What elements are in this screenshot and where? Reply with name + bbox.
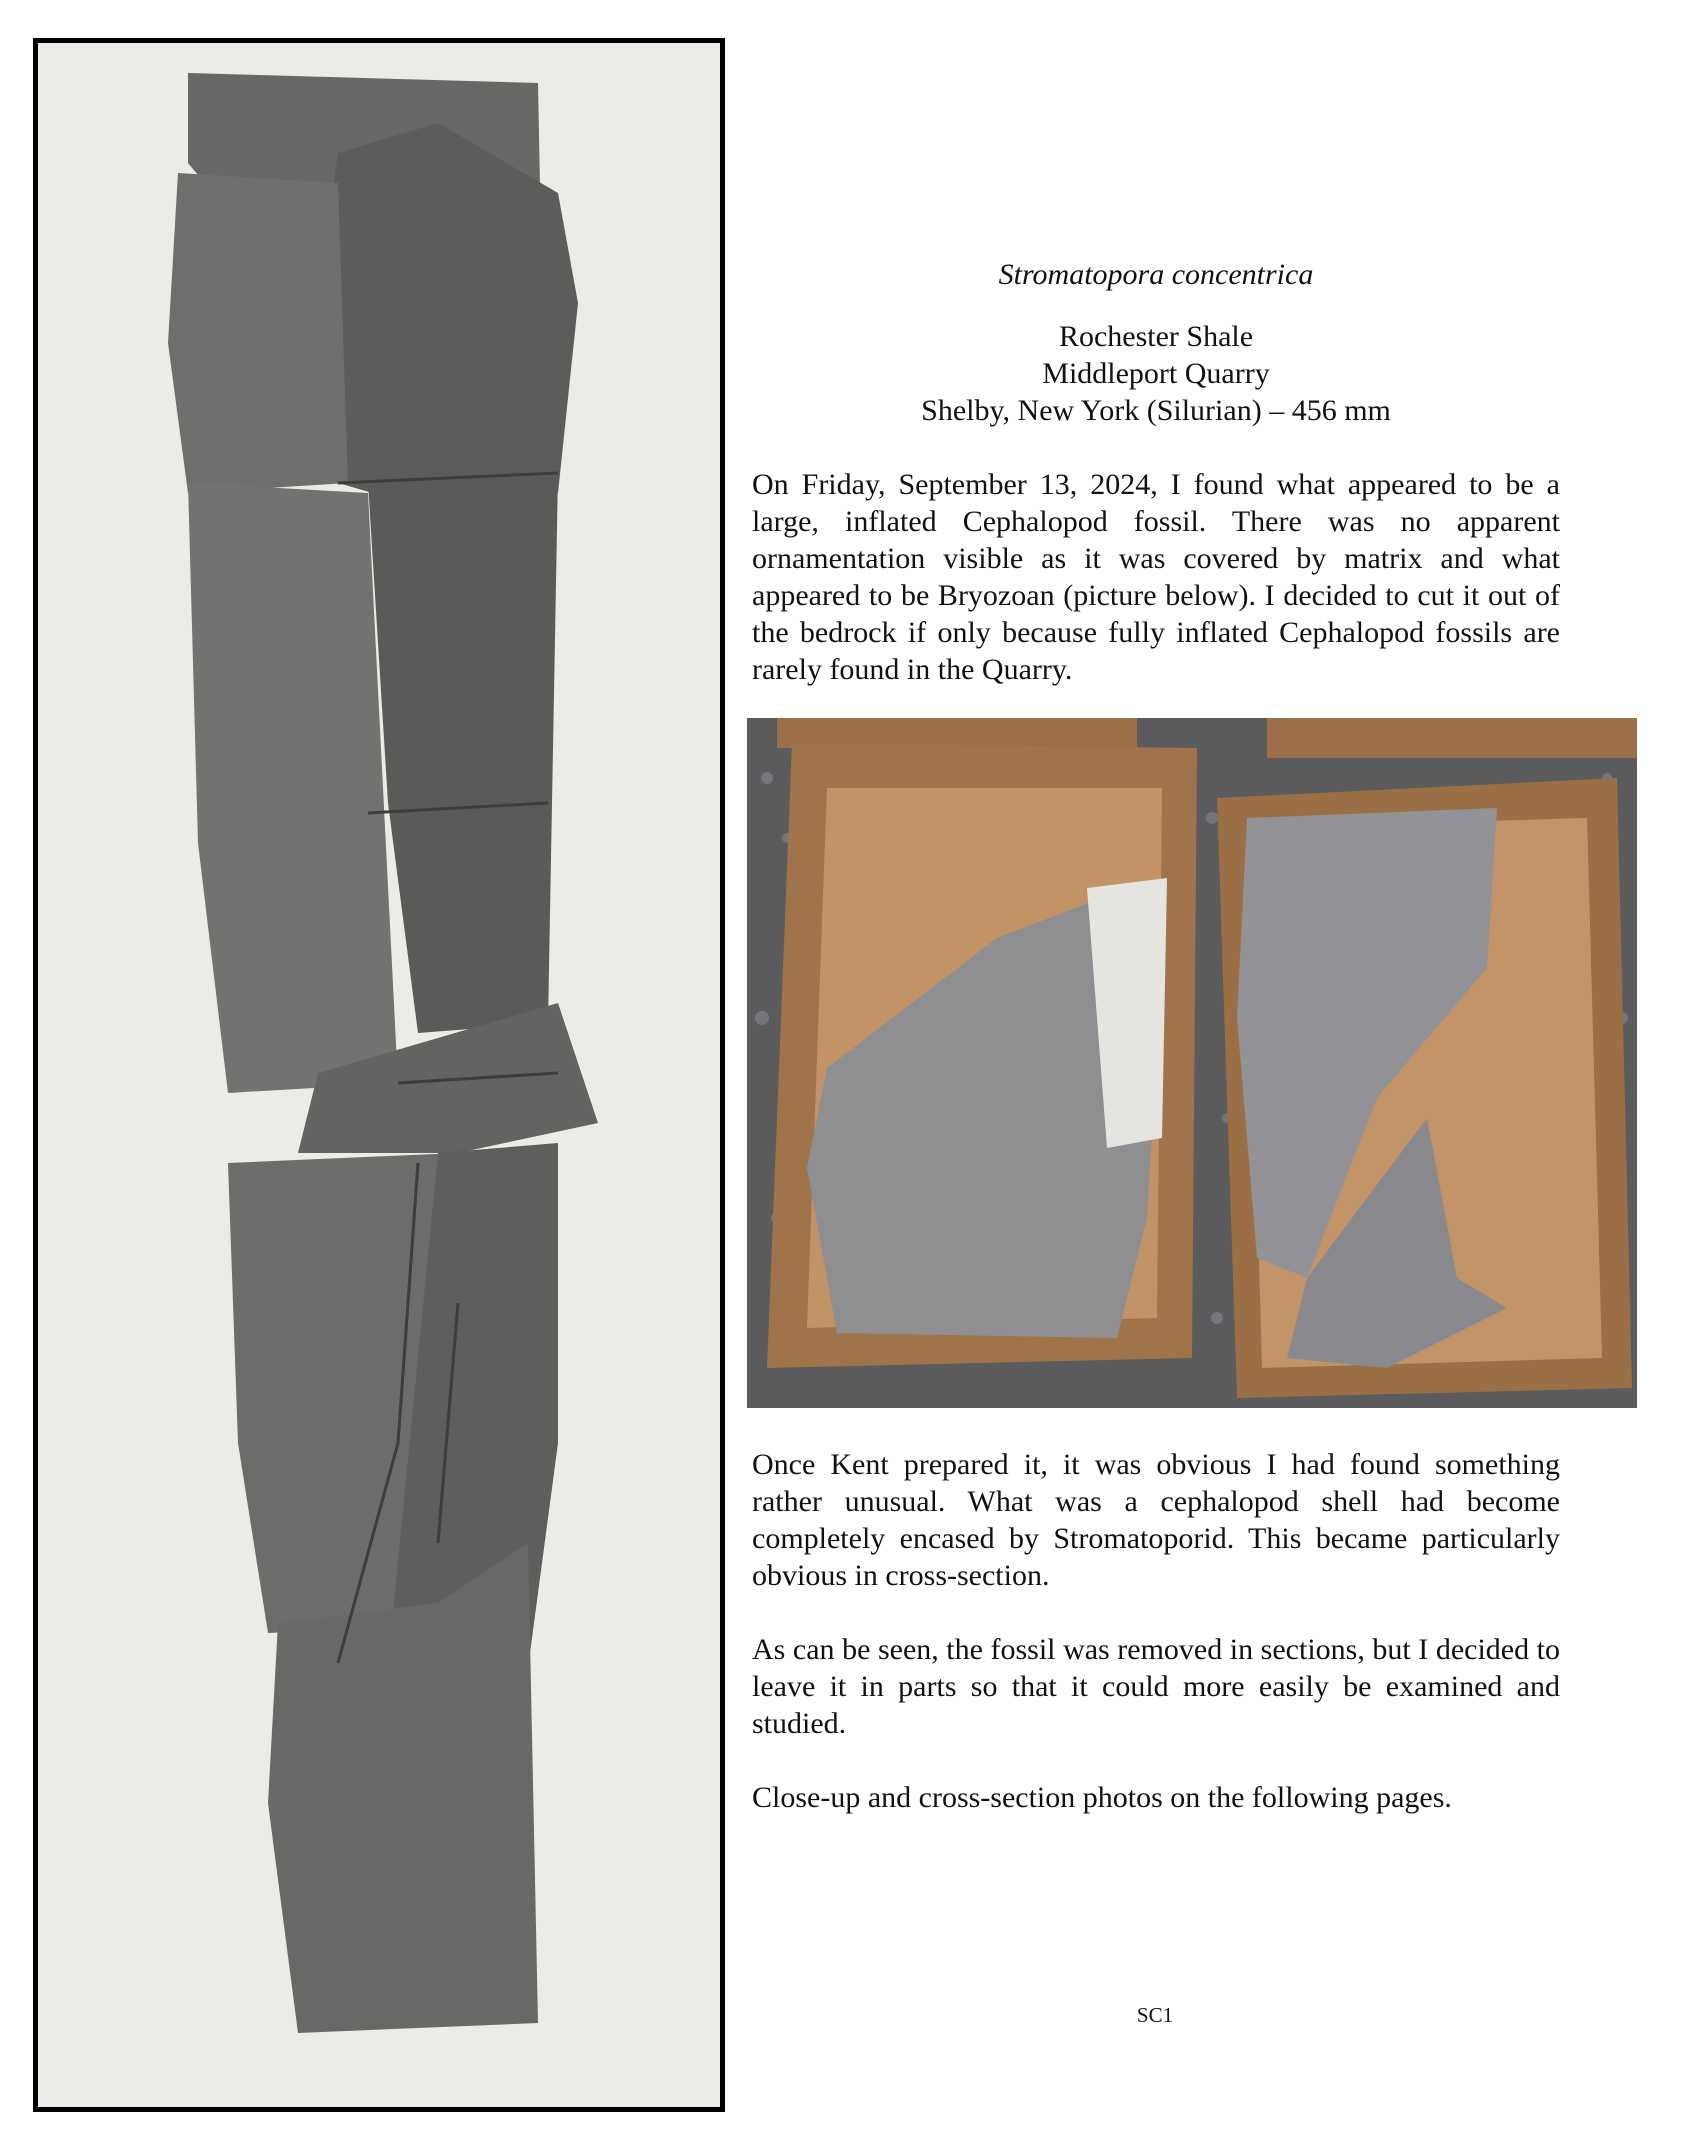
fossil-specimen-image: [38, 43, 720, 2107]
page-number: SC1: [1136, 2003, 1174, 2027]
paragraph-preparation: Once Kent prepared it, it was obvious I had found something rather unusual. What was a cephalopod shell had become completely encased by Stromatoporid. This became particularly obvious in cross-section.: [752, 1448, 1560, 1592]
quarry-name: Middleport Quarry: [1042, 357, 1270, 390]
species-title: Stromatopora concentrica: [998, 258, 1314, 291]
field-boxes-image: [747, 718, 1637, 1408]
paragraph-sections: As can be seen, the fossil was removed in sections, but I decided to leave it in parts so that it could more easily be examined and studied.: [752, 1633, 1560, 1740]
boxes-photo: [747, 718, 1637, 1408]
rock-segment: [168, 173, 348, 493]
rock-segment: [188, 483, 398, 1093]
paragraph-discovery: On Friday, September 13, 2024, I found what appeared to be a large, inflated Cephalopod fossil. There was no apparent ornamentation visible as it was covered by matrix and what appeared to be Bryozoan (picture below). I decided to cut it out of the bedrock if only because fully inflated Cephalopod fossils are rarely found in the Quarry.: [752, 468, 1560, 686]
paragraph-following-pages: Close-up and cross-section photos on the following pages.: [752, 1781, 1452, 1814]
place-and-size: Shelby, New York (Silurian) – 456 mm: [921, 394, 1391, 427]
specimen-photo: [33, 38, 725, 2112]
location-block: [752, 318, 1560, 429]
formation-name: Rochester Shale: [1058, 320, 1254, 353]
